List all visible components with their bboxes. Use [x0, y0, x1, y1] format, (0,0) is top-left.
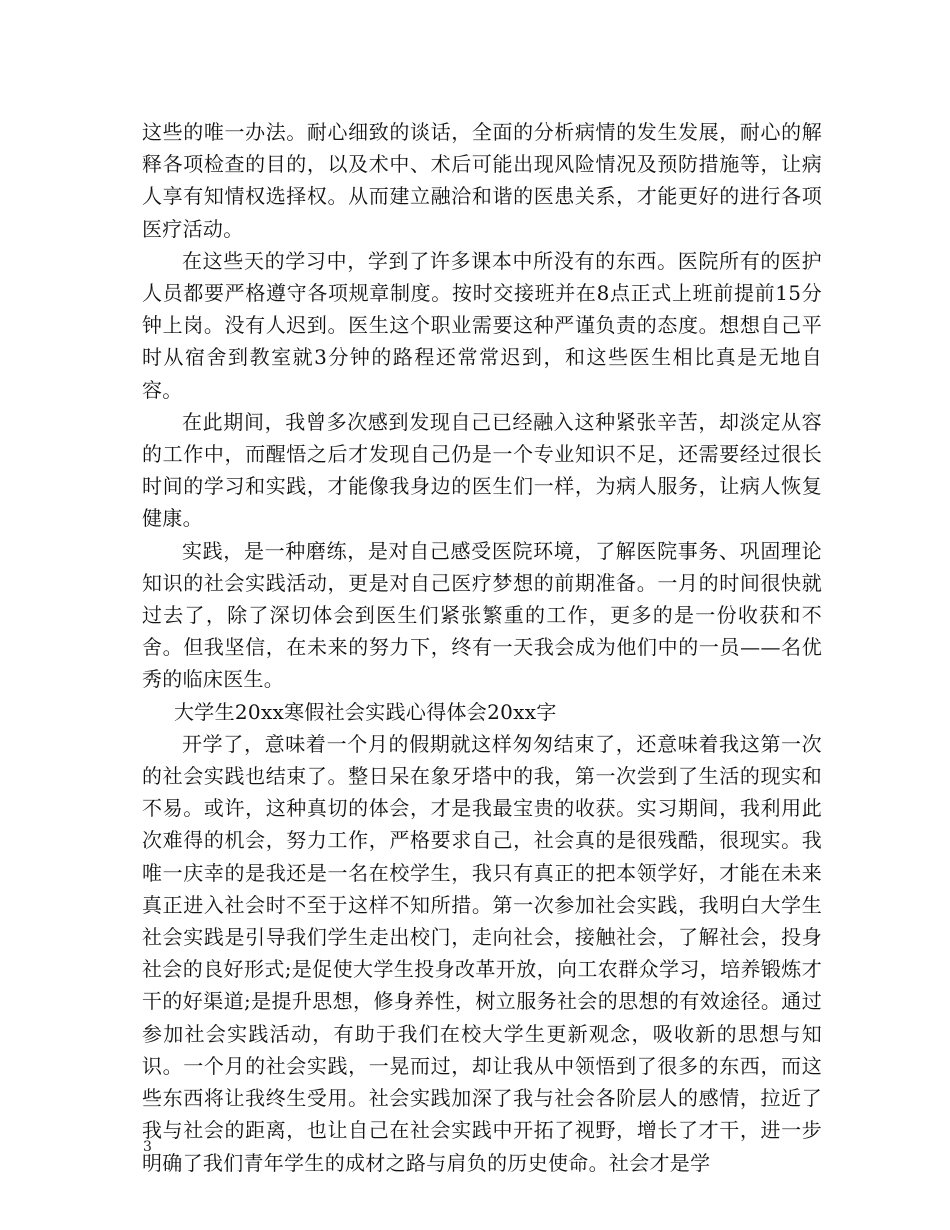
document-body — [142, 116, 822, 1179]
paragraph-study-rules: 在这些天的学习中，学到了许多课本中所没有的东西。医院所有的医护人员都要严格遵守各项规章制度。按时交接班并在8点正式上班前提前15分钟上岗。没有人迟到。医生这个职业需要这种严谨负责的态度。想想自己平时从宿舍到教室就3分钟的路程还常常迟到，和这些医生相比真是无地自容。 — [142, 248, 822, 402]
paragraph-winter-practice: 开学了，意味着一个月的假期就这样匆匆结束了，还意味着我这第一次的社会实践也结束了。整日呆在象牙塔中的我，第一次尝到了生活的现实和不易。或许，这种真切的体会，才是我最宝贵的收获。实习期间，我利用此次难得的机会，努力工作，严格要求自己，社会真的是很残酷，很现实。我唯一庆幸的是我还是一名在校学生，我只有真正的把本领学好，才能在未来真正进入社会时不至于这样不知所措。第一次参加社会实践，我明白大学生社会实践是引导我们学生走出校门，走向社会，接触社会，了解社会，投身社会的良好形式;是促使大学生投身改革开放，向工农群众学习，培养锻炼才干的好渠道;是提升思想，修身养性，树立服务社会的思想的有效途径。通过参加社会实践活动，有助于我们在校大学生更新观念，吸收新的思想与知识。一个月的社会实践，一晃而过，却让我从中领悟到了很多的东西，而这些东西将让我终生受用。社会实践加深了我与社会各阶层人的感情，拉近了我与社会的距离，也让自己在社会实践中开拓了视野，增长了才干，进一步明确了我们青年学生的成材之路与肩负的历史使命。社会才是学 — [142, 731, 822, 1175]
section-heading: 大学生20xx寒假社会实践心得体会20xx字 — [174, 699, 557, 724]
page-number: 3 — [143, 1139, 152, 1155]
paragraph-work-reflection: 在此期间，我曾多次感到发现自己已经融入这种紧张辛苦，却淡定从容的工作中，而醒悟之后才发现自己仍是一个专业知识不足，还需要经过很长时间的学习和实践，才能像我身边的医生们一样，为病人服务，让病人恢复健康。 — [142, 409, 822, 531]
paragraph-continued: 这些的唯一办法。耐心细致的谈话，全面的分析病情的发生发展，耐心的解释各项检查的目的，以及术中、术后可能出现风险情况及预防措施等，让病人享有知情权选择权。从而建立融洽和谐的医患关系，才能更好的进行各项医疗活动。 — [142, 120, 822, 241]
paragraph-practice-summary: 实践，是一种磨练，是对自己感受医院环境，了解医院事务、巩固理论知识的社会实践活动，更是对自己医疗梦想的前期准备。一月的时间很快就过去了，除了深切体会到医生们紧张繁重的工作，更多的是一份收获和不舍。但我坚信，在未来的努力下，终有一天我会成为他们中的一员——名优秀的临床医生。 — [142, 538, 822, 692]
